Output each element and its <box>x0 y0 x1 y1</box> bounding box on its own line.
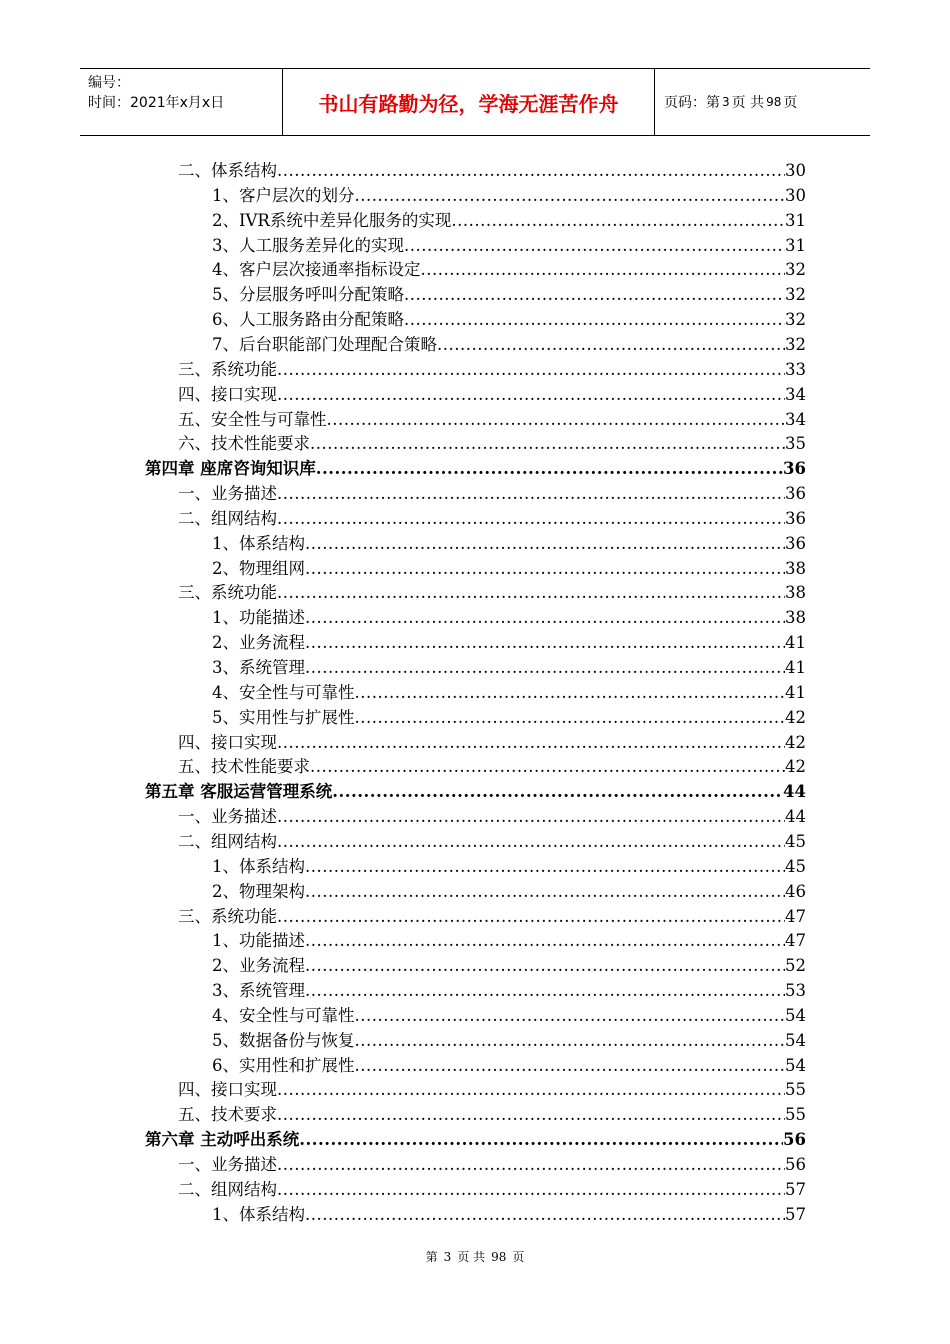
toc-entry[interactable] <box>178 804 806 829</box>
toc-entry[interactable] <box>212 183 806 208</box>
toc-dot-leader <box>305 556 785 581</box>
toc-entry-page: 52 <box>785 956 806 976</box>
toc-dot-leader <box>451 208 785 233</box>
toc-entry-page: 54 <box>785 1030 806 1050</box>
toc-dot-leader <box>437 332 785 357</box>
toc-entry[interactable] <box>212 879 806 904</box>
toc-chapter-entry[interactable] <box>145 1127 806 1152</box>
toc-entry-title: 第五章 客服运营管理系统 <box>145 782 333 802</box>
toc-dot-leader <box>332 779 783 804</box>
toc-dot-leader <box>305 531 785 556</box>
toc-entry-page: 57 <box>785 1204 806 1224</box>
toc-entry-title: 4、安全性与可靠性 <box>212 1005 355 1025</box>
toc-entry-page: 34 <box>785 409 806 429</box>
header-page-info <box>655 69 870 135</box>
toc-dot-leader <box>277 506 785 531</box>
footer-page-total: 98 <box>491 1250 507 1264</box>
toc-entry[interactable] <box>212 208 806 233</box>
toc-dot-leader <box>421 257 786 282</box>
toc-entry-page: 41 <box>785 682 806 702</box>
toc-dot-leader <box>305 953 785 978</box>
toc-entry-title: 第四章 座席咨询知识库 <box>145 459 316 479</box>
toc-entry-page: 32 <box>785 260 806 280</box>
toc-entry-title: 三、系统功能 <box>178 583 277 603</box>
toc-dot-leader <box>355 1028 786 1053</box>
toc-dot-leader <box>277 580 785 605</box>
toc-entry-title: 1、体系结构 <box>212 1204 305 1224</box>
toc-dot-leader <box>277 804 785 829</box>
toc-entry[interactable] <box>212 307 806 332</box>
toc-entry[interactable] <box>178 1177 806 1202</box>
toc-entry[interactable] <box>212 257 806 282</box>
toc-entry-page: 31 <box>785 210 806 230</box>
toc-entry[interactable] <box>178 158 806 183</box>
toc-dot-leader <box>355 1003 786 1028</box>
header-page-mid: 页 共 <box>731 95 765 111</box>
toc-entry[interactable] <box>212 233 806 258</box>
toc-entry-page: 30 <box>785 185 806 205</box>
toc-entry[interactable] <box>178 1152 806 1177</box>
toc-dot-leader <box>310 431 785 456</box>
toc-entry-title: 一、业务描述 <box>178 484 277 504</box>
toc-dot-leader <box>277 1177 785 1202</box>
toc-entry-title: 2、业务流程 <box>212 633 305 653</box>
toc-entry-title: 四、接口实现 <box>178 1080 277 1100</box>
toc-entry-title: 3、系统管理 <box>212 658 305 677</box>
toc-entry-page: 41 <box>785 633 806 653</box>
toc-entry-title: 6、人工服务路由分配策略 <box>212 310 404 330</box>
toc-entry[interactable] <box>212 705 806 730</box>
toc-entry-page: 55 <box>785 1080 806 1100</box>
toc-dot-leader <box>305 879 785 904</box>
toc-entry[interactable] <box>178 1077 806 1102</box>
toc-dot-leader <box>316 456 783 481</box>
date-label: 时间：2021年x月x日 <box>88 95 225 111</box>
toc-entry-title: 5、数据备份与恢复 <box>212 1030 355 1050</box>
toc-entry-title: 2、业务流程 <box>212 956 305 976</box>
toc-entry-page: 31 <box>785 235 806 255</box>
toc-dot-leader <box>277 1102 785 1127</box>
toc-entry-page: 38 <box>785 608 806 628</box>
toc-entry-title: 2、物理组网 <box>212 558 305 578</box>
toc-entry-page: 32 <box>785 285 806 305</box>
toc-entry[interactable] <box>178 357 806 382</box>
toc-dot-leader <box>355 1053 786 1078</box>
toc-entry-title: 五、安全性与可靠性 <box>178 409 327 429</box>
toc-entry-title: 1、功能描述 <box>212 931 305 951</box>
toc-entry-page: 38 <box>785 558 806 578</box>
toc-dot-leader <box>277 158 785 183</box>
toc-dot-leader <box>305 978 785 1003</box>
toc-dot-leader <box>355 183 786 208</box>
toc-entry-title: 二、组网结构 <box>178 1179 277 1199</box>
toc-dot-leader <box>277 357 785 382</box>
toc-entry-page: 33 <box>785 359 806 379</box>
toc-entry-title: 3、人工服务差异化的实现 <box>212 235 404 255</box>
toc-entry-page: 53 <box>785 981 806 1001</box>
header-page-prefix: 页码：第 <box>664 95 720 111</box>
toc-entry-page: 54 <box>785 1055 806 1075</box>
toc-entry-title: 五、技术性能要求 <box>178 757 310 777</box>
toc-entry-title: 二、组网结构 <box>178 508 277 528</box>
toc-entry-page: 32 <box>785 334 806 354</box>
toc-entry-title: 1、功能描述 <box>212 608 305 628</box>
toc-entry-title: 4、客户层次接通率指标设定 <box>212 260 421 280</box>
toc-entry-page: 34 <box>785 384 806 404</box>
footer-suffix: 页 <box>512 1250 525 1264</box>
toc-entry[interactable] <box>178 382 806 407</box>
toc-entry[interactable] <box>178 904 806 929</box>
footer-page-num: 3 <box>443 1250 452 1264</box>
toc-entry-title: 1、客户层次的划分 <box>212 185 355 205</box>
toc-entry-page: 41 <box>785 658 806 677</box>
toc-entry[interactable] <box>212 978 806 1003</box>
toc-entry[interactable] <box>178 481 806 506</box>
toc-entry[interactable] <box>178 407 806 432</box>
toc-entry-page: 36 <box>785 508 806 528</box>
toc-dot-leader <box>305 605 785 630</box>
toc-dot-leader <box>277 730 785 755</box>
toc-entry-page: 47 <box>785 931 806 951</box>
toc-entry[interactable] <box>212 1202 806 1227</box>
toc-entry-title: 2、物理架构 <box>212 881 305 901</box>
toc-entry-title: 4、安全性与可靠性 <box>212 682 355 702</box>
toc-entry-title: 1、体系结构 <box>212 856 305 876</box>
toc-entry[interactable] <box>178 1102 806 1127</box>
toc-entry-page: 36 <box>785 484 806 504</box>
toc-entry-page: 46 <box>785 881 806 901</box>
toc-entry-title: 2、IVR系统中差异化服务的实现 <box>212 210 452 230</box>
toc-entry-page: 32 <box>785 310 806 330</box>
toc-dot-leader <box>355 680 786 705</box>
toc-entry-title: 二、体系结构 <box>178 161 277 180</box>
toc-entry-title: 5、分层服务呼叫分配策略 <box>212 285 404 305</box>
toc-entry-page: 36 <box>783 459 806 479</box>
toc-entry[interactable] <box>212 1003 806 1028</box>
toc-entry-title: 三、系统功能 <box>178 359 277 379</box>
toc-entry[interactable] <box>178 580 806 605</box>
toc-entry-page: 56 <box>783 1130 806 1150</box>
toc-entry-title: 第六章 主动呼出系统 <box>145 1130 300 1150</box>
toc-entry-page: 44 <box>783 782 806 802</box>
toc-entry[interactable] <box>212 854 806 879</box>
toc-dot-leader <box>277 1077 785 1102</box>
toc-entry[interactable] <box>178 754 806 779</box>
toc-dot-leader <box>310 754 785 779</box>
toc-dot-leader <box>277 1152 785 1177</box>
toc-entry[interactable] <box>212 680 806 705</box>
serial-label: 编号： <box>88 75 130 91</box>
toc-entry-title: 四、接口实现 <box>178 732 277 752</box>
toc-entry-page: 44 <box>785 807 806 827</box>
footer-mid: 页 共 <box>457 1250 486 1264</box>
toc-entry-page: 45 <box>785 856 806 876</box>
toc-entry-page: 55 <box>785 1105 806 1125</box>
toc-entry[interactable] <box>178 829 806 854</box>
header-page-num: 3 <box>722 95 730 109</box>
toc-entry[interactable] <box>178 431 806 456</box>
toc-entry-title: 一、业务描述 <box>178 807 277 827</box>
toc-entry-page: 42 <box>785 707 806 727</box>
page-header <box>80 68 870 136</box>
toc-dot-leader <box>305 630 785 655</box>
toc-entry[interactable] <box>212 282 806 307</box>
toc-entry-title: 3、系统管理 <box>212 981 305 1001</box>
header-page-total: 98 <box>766 95 782 109</box>
toc-entry-title: 7、后台职能部门处理配合策略 <box>212 334 437 354</box>
toc-entry-title: 5、实用性与扩展性 <box>212 707 355 727</box>
toc-dot-leader <box>355 705 786 730</box>
header-page-suffix: 页 <box>783 95 798 111</box>
toc-dot-leader <box>404 282 785 307</box>
toc-dot-leader <box>299 1127 783 1152</box>
toc-entry-page: 35 <box>785 434 806 454</box>
header-motto: 书山有路勤为径，学海无涯苦作舟 <box>283 69 655 135</box>
toc-chapter-entry[interactable] <box>145 456 806 481</box>
toc-entry-page: 30 <box>785 161 806 180</box>
toc-dot-leader <box>277 829 785 854</box>
toc-entry[interactable] <box>212 655 806 680</box>
toc-dot-leader <box>404 233 785 258</box>
header-meta <box>80 69 283 135</box>
toc-entry-title: 三、系统功能 <box>178 906 277 926</box>
toc-entry-page: 36 <box>785 533 806 553</box>
toc-entry-title: 6、实用性和扩展性 <box>212 1055 355 1075</box>
toc-dot-leader <box>327 407 786 432</box>
toc-dot-leader <box>305 1202 785 1227</box>
toc-entry[interactable] <box>212 1053 806 1078</box>
toc-entry[interactable] <box>178 730 806 755</box>
toc-entry-title: 1、体系结构 <box>212 533 305 553</box>
toc-entry-page: 38 <box>785 583 806 603</box>
toc-entry-page: 47 <box>785 906 806 926</box>
toc-dot-leader <box>277 481 785 506</box>
toc-entry-page: 57 <box>785 1179 806 1199</box>
toc-entry[interactable] <box>212 953 806 978</box>
toc-dot-leader <box>404 307 785 332</box>
toc-entry[interactable] <box>212 928 806 953</box>
toc-entry-title: 四、接口实现 <box>178 384 277 404</box>
toc-entry-title: 一、业务描述 <box>178 1155 277 1174</box>
toc-entry[interactable] <box>212 556 806 581</box>
toc-entry-page: 42 <box>785 732 806 752</box>
toc-dot-leader <box>277 904 785 929</box>
footer-prefix: 第 <box>425 1250 438 1264</box>
toc-entry[interactable] <box>212 1028 806 1053</box>
toc-entry-title: 六、技术性能要求 <box>178 434 310 454</box>
toc-entry-page: 42 <box>785 757 806 777</box>
toc-entry[interactable] <box>212 531 806 556</box>
toc-entry-page: 54 <box>785 1005 806 1025</box>
toc-chapter-entry[interactable] <box>145 779 806 804</box>
toc-dot-leader <box>305 854 785 879</box>
toc-dot-leader <box>277 382 785 407</box>
toc-entry-title: 二、组网结构 <box>178 831 277 851</box>
toc-entry[interactable] <box>212 332 806 357</box>
toc-entry[interactable] <box>178 506 806 531</box>
toc-dot-leader <box>305 655 785 680</box>
toc-entry-page: 56 <box>785 1155 806 1174</box>
toc-dot-leader <box>305 928 785 953</box>
page-footer <box>0 1248 950 1265</box>
toc-entry-title: 五、技术要求 <box>178 1105 277 1125</box>
toc-entry[interactable] <box>212 630 806 655</box>
toc-entry-page: 45 <box>785 831 806 851</box>
toc-entry[interactable] <box>212 605 806 630</box>
